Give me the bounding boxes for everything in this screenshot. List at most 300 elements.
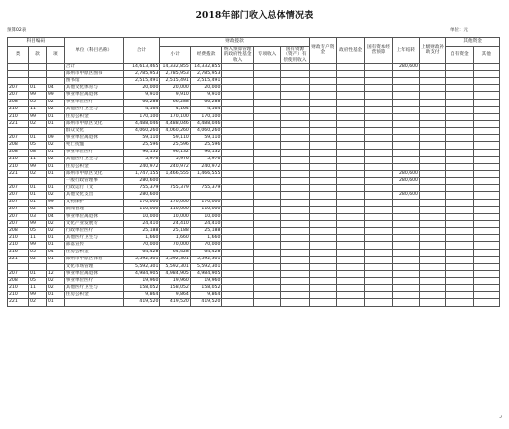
funds-appropriation-cell: 419,520 (190, 299, 222, 306)
class-cell: 207 (8, 206, 29, 213)
fiscal-special-fund-cell (309, 63, 336, 70)
fiscal-special-fund-cell (309, 192, 336, 199)
own-funds-cell (446, 270, 473, 277)
other-cell (473, 85, 499, 92)
special-income-cell (253, 263, 280, 270)
state-capital-operation-cell (365, 185, 392, 192)
business-income-cell (336, 206, 364, 213)
total-cell: 66,288 (123, 99, 160, 106)
special-income-cell (253, 92, 280, 99)
funds-appropriation-cell: 10,000 (190, 213, 222, 220)
own-funds-cell (446, 135, 473, 142)
unit-name-header: 单位（科目名称） (64, 38, 123, 64)
table-row (8, 163, 500, 170)
unit-name-cell: 其他医疗卫生与 (64, 285, 123, 292)
total-cell: 755,379 (123, 185, 160, 192)
business-income-cell (336, 278, 364, 285)
fiscal-special-fund-cell (309, 142, 336, 149)
fund-budget-cell (222, 178, 254, 185)
superior-subsidy-cell (419, 128, 445, 135)
fiscal-special-fund-cell (309, 235, 336, 242)
prior-year-balance-cell (392, 70, 419, 77)
superior-subsidy-cell (419, 63, 445, 70)
class-cell: 207 (8, 199, 29, 206)
unit-name-cell: 其他文化体育与 (64, 85, 123, 92)
unit-label: 单位：元 (450, 28, 468, 33)
class-cell: 208 (8, 142, 29, 149)
table-row (8, 220, 500, 227)
subtotal-header: 小计 (160, 47, 190, 64)
fiscal-special-fund-cell (309, 256, 336, 263)
special-income-cell (253, 228, 280, 235)
total-cell: 64,428 (123, 249, 160, 256)
fund-budget-cell (222, 228, 254, 235)
business-income-cell (336, 78, 364, 85)
table-row (8, 199, 500, 206)
prior-year-balance-cell (392, 99, 419, 106)
total-header: 合计 (123, 38, 160, 64)
fiscal-special-fund-cell (309, 206, 336, 213)
table-row (8, 63, 500, 70)
unit-name-cell: 一般行政管理事 (64, 178, 123, 185)
fiscal-special-fund-cell (309, 99, 336, 106)
superior-subsidy-cell (419, 220, 445, 227)
business-income-cell (336, 242, 364, 249)
funds-appropriation-cell: 20,000 (190, 85, 222, 92)
subtotal-cell: 24,410 (160, 220, 190, 227)
superior-subsidy-cell (419, 292, 445, 299)
unit-name-cell: 新闻管理 (64, 206, 123, 213)
state-capital-operation-cell (365, 263, 392, 270)
state-capital-operation-cell (365, 85, 392, 92)
special-income-cell (253, 135, 280, 142)
item-cell (46, 263, 64, 270)
subtotal-cell: 20,000 (160, 85, 190, 92)
superior-subsidy-cell (419, 85, 445, 92)
item-cell: 02 (46, 220, 64, 227)
class-cell: 210 (8, 156, 29, 163)
other-cell (473, 70, 499, 77)
table-row (8, 299, 500, 306)
fiscal-special-fund-cell (309, 163, 336, 170)
business-income-cell (336, 135, 364, 142)
special-income-cell (253, 199, 280, 206)
total-cell: 1,747,155 (123, 170, 160, 177)
item-cell: 01 (46, 163, 64, 170)
prior-year-balance-cell (392, 135, 419, 142)
total-cell: 1,660 (123, 235, 160, 242)
table-row (8, 170, 500, 177)
class-cell: 210 (8, 106, 29, 113)
unit-name-cell: 其他文化支出 (64, 192, 123, 199)
total-cell: 4,164 (123, 106, 160, 113)
superior-subsidy-cell (419, 249, 445, 256)
unit-name-cell: 住房公积金 (64, 292, 123, 299)
section-cell: 01 (29, 270, 47, 277)
section-cell: 03 (29, 213, 47, 220)
section-cell: 11 (29, 285, 47, 292)
subtotal-cell: 66,288 (160, 99, 190, 106)
other-cell (473, 242, 499, 249)
other-cell (473, 263, 499, 270)
superior-subsidy-cell (419, 106, 445, 113)
subject-code-header: 科目编码 (8, 38, 65, 47)
state-capital-operation-cell (365, 178, 392, 185)
state-capital-operation-cell (365, 256, 392, 263)
fund-budget-cell (222, 163, 254, 170)
class-cell: 221 (8, 299, 29, 306)
own-funds-cell (446, 256, 473, 263)
total-cell: 9,910 (123, 92, 160, 99)
state-capital-cell (281, 263, 309, 270)
class-cell (8, 263, 29, 270)
section-cell (29, 263, 47, 270)
other-cell (473, 292, 499, 299)
prior-year-balance-cell (392, 228, 419, 235)
other-cell (473, 192, 499, 199)
unit-name-cell: 群众文化 (64, 128, 123, 135)
state-capital-cell (281, 78, 309, 85)
business-income-cell (336, 220, 364, 227)
fund-budget-header: 纳入预算管理的政府性基金收入 (223, 47, 252, 63)
state-capital-cell (281, 113, 309, 120)
total-cell: 9,864 (123, 292, 160, 299)
unit-name-cell: 事业单位离退休 (64, 270, 123, 277)
fund-budget-cell (222, 135, 254, 142)
section-cell: 01 (29, 135, 47, 142)
prior-year-balance-cell (392, 235, 419, 242)
fiscal-special-fund-cell (309, 156, 336, 163)
prior-year-balance-cell (392, 106, 419, 113)
table-row (8, 78, 500, 85)
fund-budget-cell (222, 235, 254, 242)
other-cell (473, 128, 499, 135)
total-cell: 10,000 (123, 213, 160, 220)
unit-name-cell: 其他医疗卫生与 (64, 156, 123, 163)
superior-subsidy-cell (419, 135, 445, 142)
class-cell: 221 (8, 256, 29, 263)
own-funds-cell (446, 78, 473, 85)
funds-appropriation-cell: 755,379 (190, 185, 222, 192)
other-cell (473, 92, 499, 99)
superior-subsidy-cell (419, 163, 445, 170)
table-body (8, 63, 500, 306)
other-cell (473, 220, 499, 227)
other-funds-header: 其他资金 (446, 38, 500, 47)
other-cell (473, 299, 499, 306)
section-cell: 01 (29, 85, 47, 92)
table-row (8, 249, 500, 256)
table-row (8, 149, 500, 156)
fund-budget-cell (222, 70, 254, 77)
funds-appropriation-cell: 2,785,953 (190, 70, 222, 77)
state-capital-operation-cell (365, 299, 392, 306)
section-cell: 99 (29, 113, 47, 120)
fund-budget-cell (222, 156, 254, 163)
other-cell (473, 135, 499, 142)
special-income-cell (253, 292, 280, 299)
subtotal-cell: 59,110 (160, 135, 190, 142)
class-cell: 210 (8, 163, 29, 170)
funds-appropriation-cell: 110,000 (190, 206, 222, 213)
prior-year-balance-cell (392, 292, 419, 299)
business-income-cell (336, 285, 364, 292)
section-cell: 99 (29, 292, 47, 299)
own-funds-cell (446, 149, 473, 156)
business-income-cell (336, 99, 364, 106)
business-income-cell (336, 156, 364, 163)
table-row (8, 128, 500, 135)
state-capital-operation-cell (365, 206, 392, 213)
other-cell (473, 149, 499, 156)
special-income-cell (253, 128, 280, 135)
fund-budget-cell (222, 199, 254, 206)
class-cell: 210 (8, 235, 29, 242)
table-row (8, 135, 500, 142)
total-cell: 170,100 (123, 113, 160, 120)
own-funds-cell (446, 99, 473, 106)
subtotal-cell: 158,052 (160, 285, 190, 292)
special-income-cell (253, 170, 280, 177)
business-income-cell (336, 178, 364, 185)
state-capital-cell (281, 292, 309, 299)
item-cell: 02 (46, 192, 64, 199)
fiscal-special-fund-cell (309, 78, 336, 85)
class-cell: 210 (8, 113, 29, 120)
subtotal-cell (160, 192, 190, 199)
class-header: 类 (8, 47, 29, 64)
state-capital-operation-cell (365, 220, 392, 227)
funds-appropriation-cell: 14,332,855 (190, 63, 222, 70)
special-income-cell (253, 285, 280, 292)
superior-subsidy-cell (419, 92, 445, 99)
table-row (8, 228, 500, 235)
other-cell (473, 256, 499, 263)
other-cell (473, 270, 499, 277)
business-income-cell (336, 85, 364, 92)
funds-appropriation-cell: 5,592,301 (190, 263, 222, 270)
section-cell: 02 (29, 206, 47, 213)
class-cell: 207 (8, 135, 29, 142)
superior-subsidy-cell (419, 185, 445, 192)
subtotal-cell: 2,515,491 (160, 78, 190, 85)
item-cell: 02 (46, 285, 64, 292)
own-funds-cell (446, 142, 473, 149)
table-row (8, 185, 500, 192)
state-capital-cell (281, 135, 309, 142)
other-cell (473, 120, 499, 127)
other-cell (473, 106, 499, 113)
own-funds-cell (446, 70, 473, 77)
subtotal-cell: 240,972 (160, 163, 190, 170)
state-capital-cell (281, 99, 309, 106)
class-cell: 210 (8, 285, 29, 292)
funds-appropriation-cell: 1,466,555 (190, 170, 222, 177)
own-funds-cell (446, 163, 473, 170)
business-income-cell (336, 199, 364, 206)
item-header: 项 (46, 47, 64, 64)
other-cell (473, 235, 499, 242)
own-funds-cell (446, 242, 473, 249)
state-capital-operation-cell (365, 285, 392, 292)
prior-year-balance-cell (392, 156, 419, 163)
unit-name-cell: 事业单位离退休 (64, 213, 123, 220)
item-cell: 01 (46, 170, 64, 177)
class-cell (8, 178, 29, 185)
section-cell: 99 (29, 242, 47, 249)
business-income-cell (336, 142, 364, 149)
fiscal-special-fund-cell (309, 120, 336, 127)
state-capital-cell (281, 242, 309, 249)
fund-budget-cell (222, 185, 254, 192)
business-income-cell (336, 149, 364, 156)
fiscal-special-fund-cell (309, 128, 336, 135)
prior-year-balance-cell: 280,600 (392, 192, 419, 199)
own-funds-cell (446, 170, 473, 177)
section-cell: 99 (29, 92, 47, 99)
item-cell (46, 70, 64, 77)
other-cell (473, 199, 499, 206)
special-income-cell (253, 249, 280, 256)
section-cell: 02 (29, 170, 47, 177)
section-cell: 08 (29, 149, 47, 156)
prior-year-balance-cell (392, 206, 419, 213)
total-cell: 4,984,905 (123, 270, 160, 277)
fiscal-appropriation-header: 财政拨款 (160, 38, 309, 47)
other-cell (473, 142, 499, 149)
prior-year-balance-cell (392, 270, 419, 277)
prior-year-balance-cell (392, 142, 419, 149)
section-cell: 02 (29, 256, 47, 263)
funds-appropriation-cell: 59,110 (190, 135, 222, 142)
funds-appropriation-cell: 4,164 (190, 106, 222, 113)
table-row (8, 99, 500, 106)
subtotal-cell: 70,000 (160, 242, 190, 249)
class-cell: 208 (8, 149, 29, 156)
total-cell: 158,052 (123, 285, 160, 292)
own-funds-cell (446, 192, 473, 199)
special-income-cell (253, 242, 280, 249)
section-cell: 01 (29, 199, 47, 206)
funds-appropriation-cell: 25,596 (190, 142, 222, 149)
section-cell: 05 (29, 278, 47, 285)
class-cell: 208 (8, 228, 29, 235)
fund-budget-cell (222, 249, 254, 256)
special-income-header: 专项收入 (253, 47, 280, 64)
own-funds-cell (446, 199, 473, 206)
superior-subsidy-cell (419, 270, 445, 277)
other-cell (473, 206, 499, 213)
unit-name-cell: 事业单位医疗 (64, 149, 123, 156)
item-cell: 09 (46, 135, 64, 142)
funds-appropriation-cell: 170,100 (190, 113, 222, 120)
total-cell: 5,592,301 (123, 256, 160, 263)
total-cell: 280,600 (123, 178, 160, 185)
special-income-cell (253, 256, 280, 263)
state-capital-operation-cell (365, 92, 392, 99)
item-cell (46, 128, 64, 135)
class-cell: 207 (8, 270, 29, 277)
fund-budget-cell (222, 149, 254, 156)
fund-budget-cell (222, 63, 254, 70)
own-funds-cell (446, 292, 473, 299)
total-cell: 4,488,046 (123, 120, 160, 127)
prior-year-balance-cell (392, 120, 419, 127)
business-income-cell (336, 113, 364, 120)
item-cell: 01 (46, 256, 64, 263)
unit-name-cell: 住房公积金 (64, 163, 123, 170)
state-capital-cell (281, 285, 309, 292)
special-income-cell (253, 185, 280, 192)
state-capital-cell (281, 170, 309, 177)
business-income-cell (336, 163, 364, 170)
special-income-cell (253, 85, 280, 92)
table-row (8, 285, 500, 292)
superior-subsidy-cell (419, 120, 445, 127)
subtotal-cell: 64,428 (160, 249, 190, 256)
other-cell (473, 185, 499, 192)
own-funds-cell (446, 156, 473, 163)
fiscal-special-fund-cell (309, 199, 336, 206)
other-cell (473, 163, 499, 170)
class-cell: 208 (8, 278, 29, 285)
prior-year-balance-cell (392, 185, 419, 192)
section-cell: 11 (29, 235, 47, 242)
section-cell: 05 (29, 249, 47, 256)
superior-subsidy-cell (419, 278, 445, 285)
total-cell: 59,110 (123, 135, 160, 142)
unit-name-cell: 郑州市中原区体育 (64, 256, 123, 263)
fiscal-special-fund-cell (309, 70, 336, 77)
own-funds-cell (446, 128, 473, 135)
subtotal-cell: 4,488,046 (160, 120, 190, 127)
unit-name-cell: 住房公积金 (64, 113, 123, 120)
item-cell (46, 78, 64, 85)
total-cell: 19,960 (123, 278, 160, 285)
state-capital-operation-cell (365, 78, 392, 85)
state-capital-operation-cell (365, 142, 392, 149)
item-cell: 01 (46, 120, 64, 127)
own-funds-header: 自有资金 (446, 47, 473, 64)
table-row (8, 120, 500, 127)
business-income-cell (336, 192, 364, 199)
item-cell: 02 (46, 228, 64, 235)
business-income-cell (336, 270, 364, 277)
prior-year-balance-cell (392, 213, 419, 220)
section-cell: 99 (29, 163, 47, 170)
funds-appropriation-cell: 64,428 (190, 249, 222, 256)
subtotal-cell: 2,785,953 (160, 70, 190, 77)
other-cell (473, 78, 499, 85)
funds-appropriation-cell: 9,910 (190, 92, 222, 99)
item-cell: 04 (46, 85, 64, 92)
fund-budget-cell (222, 128, 254, 135)
item-cell: 01 (46, 299, 64, 306)
fund-budget-cell (222, 263, 254, 270)
subtotal-cell: 419,520 (160, 299, 190, 306)
superior-subsidy-cell (419, 142, 445, 149)
prior-year-balance-header: 上年结转 (392, 38, 419, 64)
special-income-cell (253, 142, 280, 149)
total-cell: 280,600 (123, 192, 160, 199)
state-capital-cell (281, 192, 309, 199)
fund-budget-cell (222, 220, 254, 227)
subtotal-cell: 4,060,260 (160, 128, 190, 135)
section-cell: 01 (29, 185, 47, 192)
section-cell: 11 (29, 106, 47, 113)
prior-year-balance-cell (392, 242, 419, 249)
subtotal-cell: 170,000 (160, 199, 190, 206)
